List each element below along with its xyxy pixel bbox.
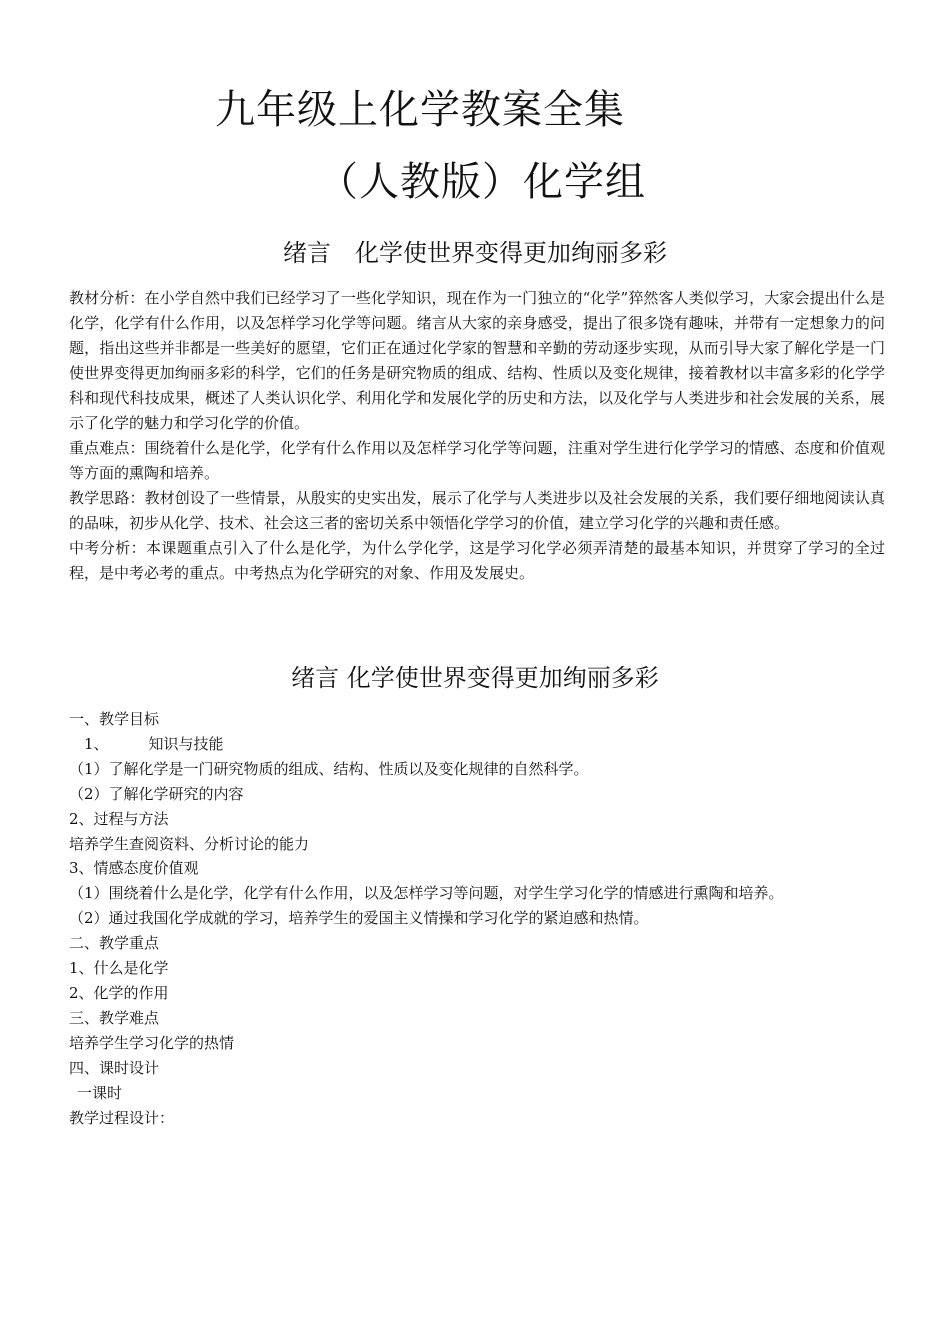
outline-number: 1、 bbox=[84, 734, 109, 753]
outline-line: 三、教学难点 bbox=[69, 1008, 160, 1027]
key-points-paragraph: 重点难点：围绕着什么是化学，化学有什么作用以及怎样学习化学等问题，注重对学生进行化学学习的情感、态度和价值观等方面的熏陶和培养。 bbox=[69, 439, 885, 482]
doc-subtitle: （人教版）化学组 bbox=[318, 159, 646, 205]
outline-line: （1）围绕着什么是化学，化学有什么作用，以及怎样学习等问题，对学生学习化学的情感进行熏陶和培养。 bbox=[69, 884, 784, 903]
outline-line: 教学过程设计： bbox=[69, 1108, 175, 1127]
outline-line bbox=[69, 732, 899, 757]
teaching-idea-paragraph: 教学思路：教材创设了一些情景，从殷实的史实出发，展示了化学与人类进步以及社会发展的关系，我们要仔细地阅读认真的品味，初步从化学、技术、社会这三者的密切关系中领悟化学学习的价值，建立学习化学的兴趣和责任感。 bbox=[69, 489, 885, 532]
outline-line: 一、教学目标 bbox=[69, 710, 160, 728]
outline-text: 知识与技能 bbox=[148, 734, 224, 753]
outline-line: 2、化学的作用 bbox=[69, 983, 169, 1002]
analysis-paragraph: 教材分析：在小学自然中我们已经学习了一些化学知识，现在作为一门独立的“化学”猝然客人类似学习，大家会提出什么是化学，化学有什么作用，以及怎样学习化学等问题。绪言从大家的亲身感受，提出了很多饶有趣味，并带有一定想象力的问题，指出这些并非都是一些美好的愿望，它们正在通过化学家的智慧和辛勤的劳动逐步实现，从而引导大家了解化学是一门使世界变得更加绚丽多彩的科学，它们的任务是研究物质的组成、结构、性质以及变化规律，接着教材以丰富多彩的化学学科和现代科技成果，概述了人类认识化学、利用化学和发展化学的历史和方法，以及化学与人类进步和社会发展的关系，展示了化学的魅力和学习化学的价值。 bbox=[69, 289, 885, 432]
outline-line: 培养学生查阅资料、分析讨论的能力 bbox=[69, 834, 310, 853]
lesson-outline bbox=[69, 707, 899, 1130]
outline-line: 2、过程与方法 bbox=[69, 809, 169, 828]
outline-line: 四、课时设计 bbox=[69, 1058, 160, 1077]
exam-analysis-paragraph: 中考分析：本课题重点引入了什么是化学，为什么学化学，这是学习化学必须弄清楚的最基本知识，并贯穿了学习的全过程，是中考必考的重点。中考热点为化学研究的对象、作用及发展史。 bbox=[69, 539, 885, 582]
outline-line: 1、什么是化学 bbox=[69, 959, 169, 978]
outline-line: （2）通过我国化学成就的学习，培养学生的爱国主义情操和学习化学的紧迫感和热情。 bbox=[69, 909, 649, 928]
outline-line: （2）了解化学研究的内容 bbox=[69, 784, 244, 803]
outline-line: 3、情感态度价值观 bbox=[69, 859, 199, 878]
section-heading-1: 绪言 化学使世界变得更加绚丽多彩 bbox=[283, 239, 667, 267]
section-heading-2: 绪言 化学使世界变得更加绚丽多彩 bbox=[291, 664, 659, 692]
outline-line: 一课时 bbox=[77, 1083, 123, 1102]
doc-title: 九年级上化学教案全集 bbox=[215, 87, 625, 133]
outline-line: （1）了解化学是一门研究物质的组成、结构、性质以及变化规律的自然科学。 bbox=[69, 759, 589, 778]
outline-line: 培养学生学习化学的热情 bbox=[69, 1033, 235, 1052]
outline-line: 二、教学重点 bbox=[69, 934, 160, 953]
intro-paragraphs bbox=[69, 286, 885, 586]
